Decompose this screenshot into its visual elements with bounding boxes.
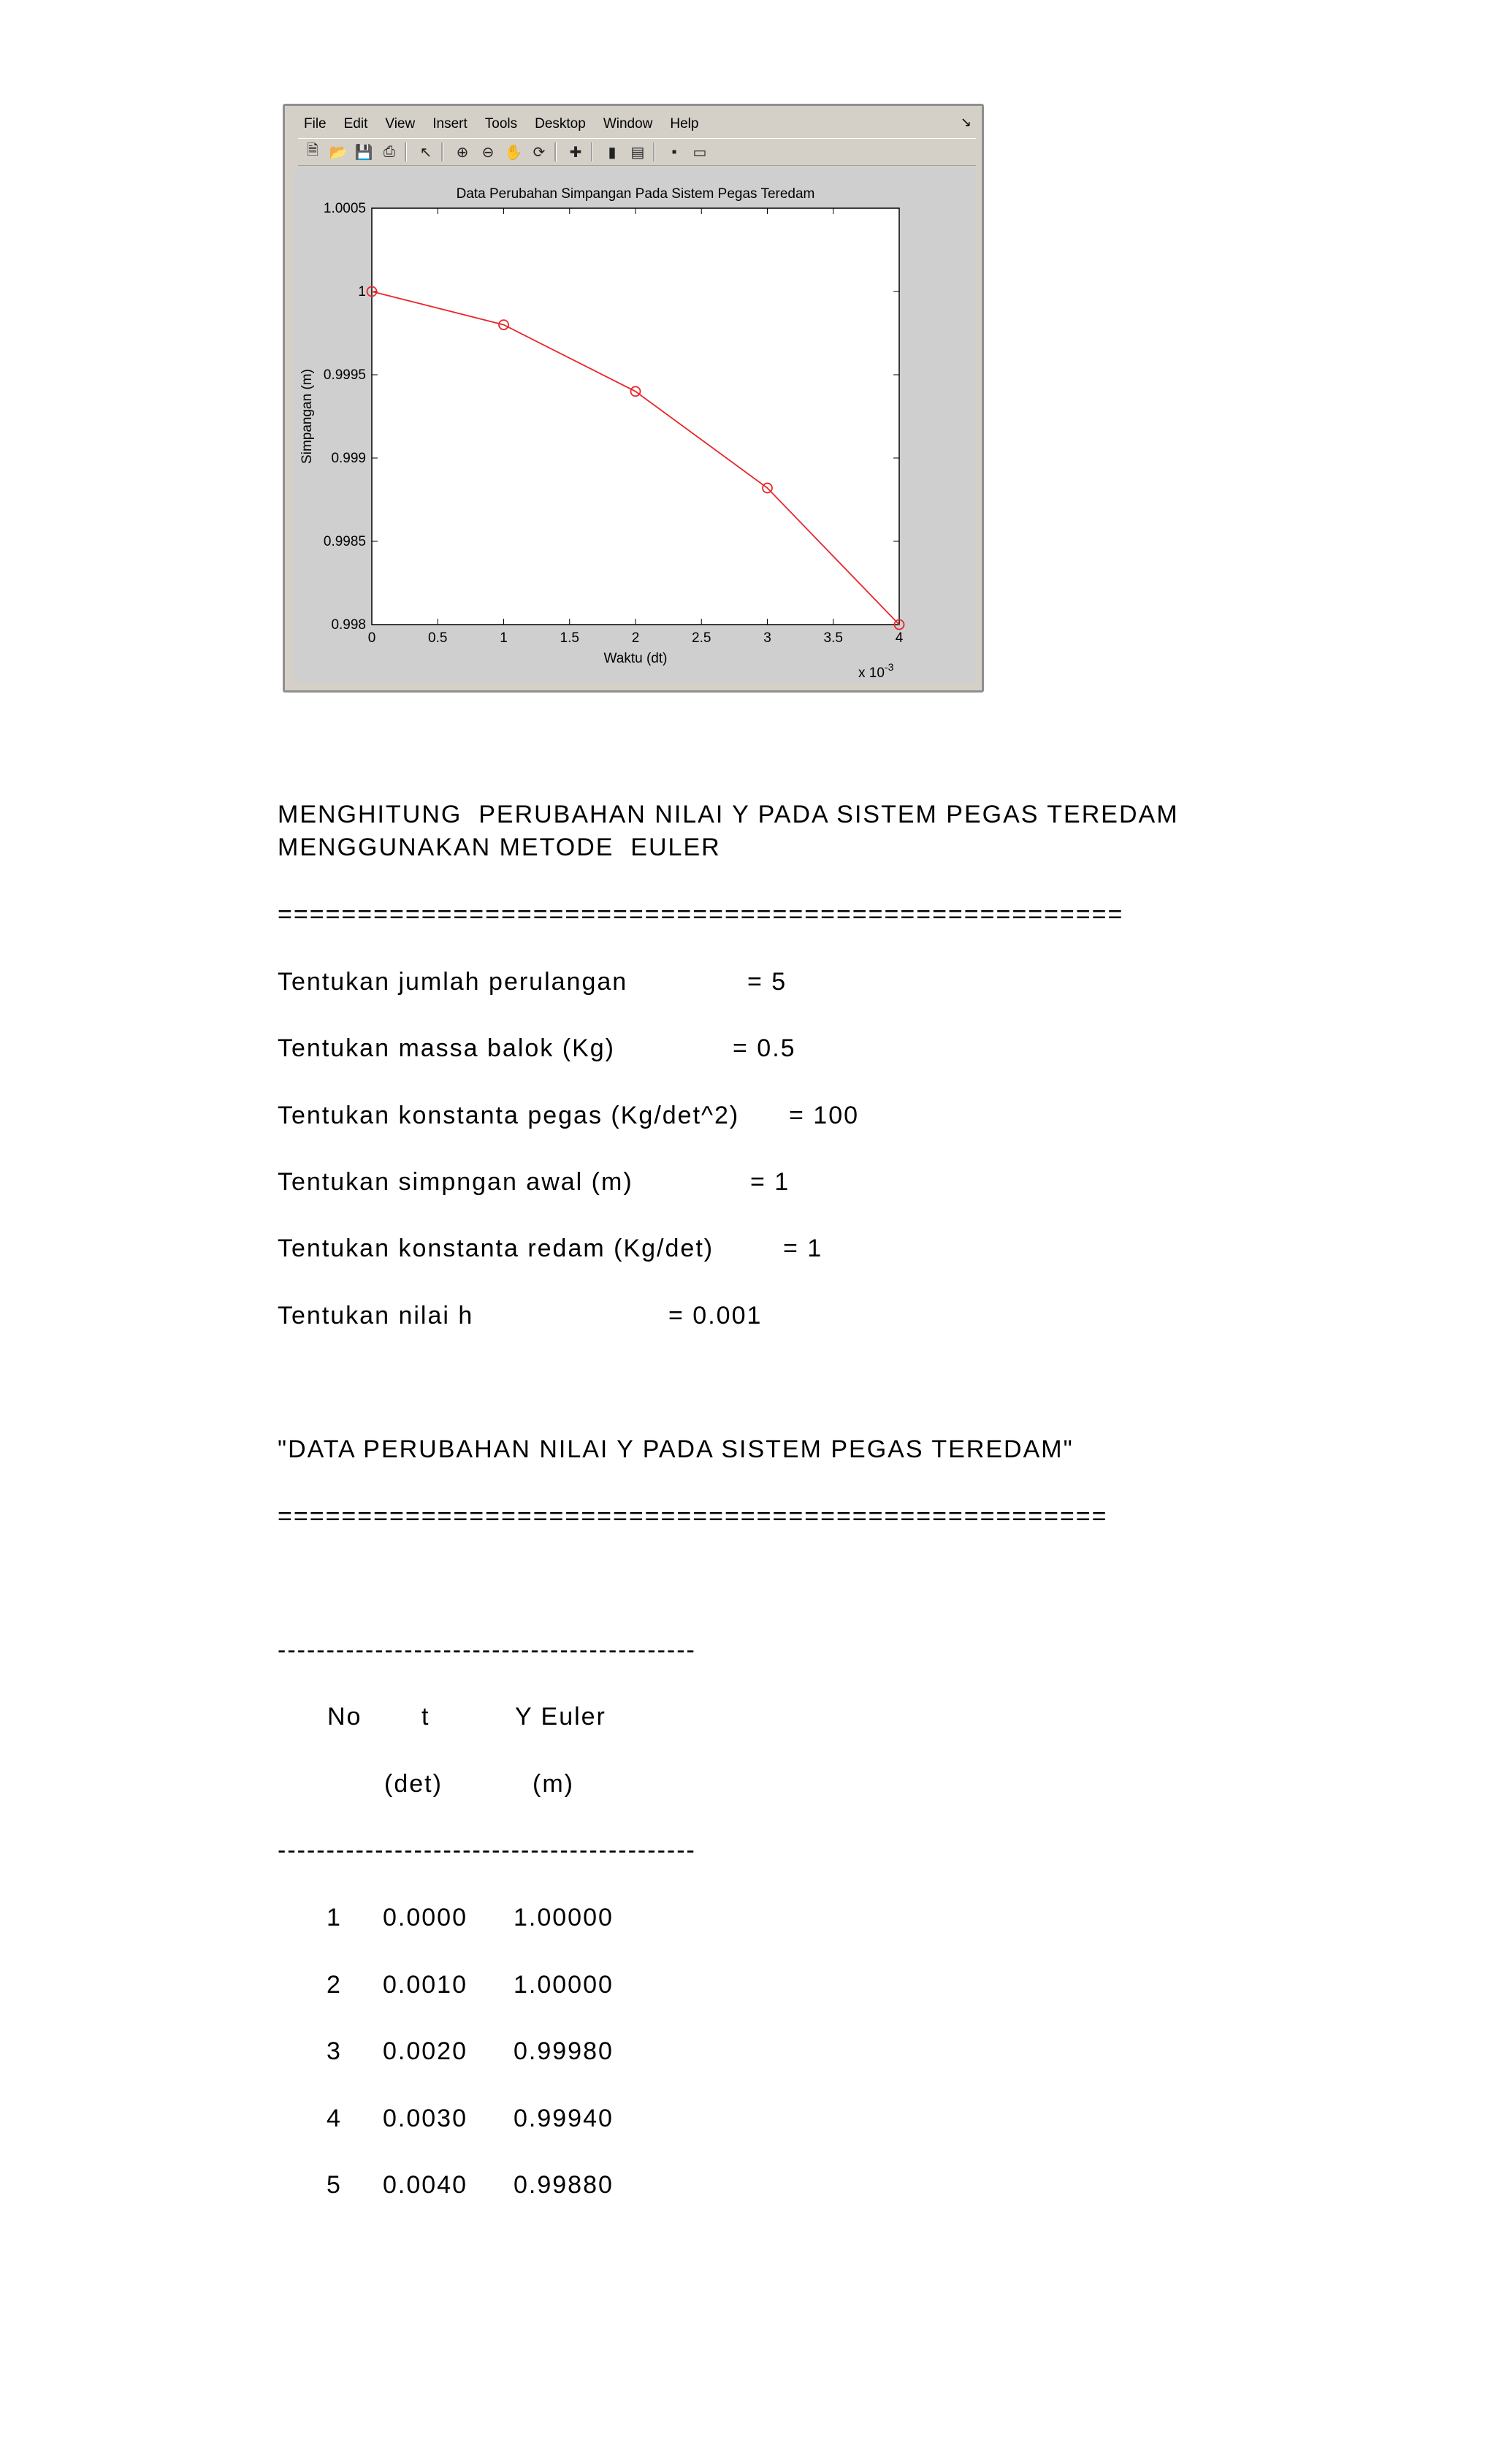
input-label-mass: Tentukan massa balok (Kg) (278, 1034, 615, 1062)
table-unit-y: (m) (533, 1770, 574, 1798)
toolbar-separator (441, 142, 443, 161)
input-label-step-size: Tentukan nilai h (278, 1302, 474, 1330)
row-no: 3 (327, 2037, 342, 2065)
row-no: 2 (327, 1971, 342, 1999)
table-header-no: No (327, 1703, 362, 1731)
row-t: 0.0030 (383, 2105, 468, 2132)
data-title: "DATA PERUBAHAN NILAI Y PADA SISTEM PEGAS TEREDAM" (278, 1435, 1074, 1463)
y-tick-label: 0.999 (331, 451, 366, 466)
data-cursor-icon[interactable]: ✚ (569, 144, 582, 161)
rotate-icon[interactable]: ⟳ (533, 144, 546, 161)
separator-line: ===================================================== (278, 901, 1124, 928)
menu-help[interactable]: Help (670, 116, 699, 131)
save-icon[interactable]: 💾 (354, 144, 373, 161)
x-axis-exponent-base: x 10 (858, 665, 885, 681)
row-t: 0.0020 (383, 2037, 468, 2065)
legend-icon[interactable]: ▤ (630, 144, 645, 161)
axes-box (372, 208, 899, 625)
input-label-spring-constant: Tentukan konstanta pegas (Kg/det^2) (278, 1102, 740, 1129)
heading-line-2: MENGGUNAKAN METODE EULER (278, 834, 721, 861)
figure-window (283, 104, 984, 693)
pan-icon[interactable]: ✋ (504, 144, 523, 161)
input-value-initial-displacement: = 1 (750, 1168, 790, 1196)
row-y: 1.00000 (514, 1904, 614, 1931)
x-axis-exponent (858, 661, 894, 681)
figure-area (294, 169, 976, 683)
table-dash-line-top: ------------------------------------------- (278, 1636, 696, 1664)
row-y: 0.99980 (514, 2037, 614, 2065)
menu-bar (298, 113, 976, 135)
toolbar-separator (591, 142, 593, 161)
menu-insert[interactable]: Insert (432, 116, 468, 131)
dock-arrow-icon[interactable]: ↘ (960, 115, 972, 129)
x-tick-label: 2 (631, 630, 640, 646)
row-y: 1.00000 (514, 1971, 614, 1999)
line-chart (294, 169, 976, 683)
x-tick-label: 1 (500, 630, 508, 646)
input-value-damping-constant: = 1 (783, 1235, 823, 1262)
x-tick-label: 0.5 (428, 630, 448, 646)
table-dash-line-bottom: ------------------------------------------- (278, 1836, 696, 1864)
x-tick-label: 4 (895, 630, 904, 646)
separator-line: ==================================================== (278, 1503, 1108, 1530)
menu-file[interactable]: File (304, 116, 327, 131)
heading-line-1: MENGHITUNG PERUBAHAN NILAI Y PADA SISTEM PEGAS TEREDAM (278, 801, 1179, 828)
print-icon[interactable]: ⎙ (383, 143, 395, 160)
menu-desktop[interactable]: Desktop (535, 116, 586, 131)
toolbar (298, 138, 976, 166)
input-value-mass: = 0.5 (733, 1034, 796, 1062)
input-value-loops: = 5 (747, 968, 787, 996)
open-file-icon[interactable]: 📂 (329, 144, 348, 161)
row-t: 0.0040 (383, 2171, 468, 2199)
y-tick-label: 1 (358, 284, 366, 300)
input-label-initial-displacement: Tentukan simpngan awal (m) (278, 1168, 633, 1196)
row-no: 4 (327, 2105, 342, 2132)
pointer-icon[interactable]: ↖ (419, 144, 432, 161)
input-value-spring-constant: = 100 (789, 1102, 860, 1129)
row-no: 5 (327, 2171, 342, 2199)
input-label-damping-constant: Tentukan konstanta redam (Kg/det) (278, 1235, 714, 1262)
colorbar-icon[interactable]: ▮ (608, 144, 617, 161)
row-y: 0.99940 (514, 2105, 614, 2132)
menu-edit[interactable]: Edit (343, 116, 368, 131)
x-axis-exponent-power: -3 (884, 661, 894, 673)
table-unit-t: (det) (384, 1770, 443, 1798)
x-tick-label: 3.5 (823, 630, 843, 646)
x-tick-label: 2.5 (692, 630, 711, 646)
x-tick-label: 3 (763, 630, 771, 646)
chart-title: Data Perubahan Simpangan Pada Sistem Pegas Teredam (456, 186, 815, 202)
y-axis-label: Simpangan (m) (299, 369, 315, 464)
y-tick-label: 0.9995 (323, 367, 366, 383)
table-header-y: Y Euler (515, 1703, 606, 1731)
menu-tools[interactable]: Tools (484, 116, 518, 131)
toolbar-separator (554, 142, 557, 161)
zoom-in-icon[interactable]: ⊕ (456, 144, 469, 161)
x-tick-label: 0 (367, 630, 376, 646)
toolbar-separator (653, 142, 655, 161)
toolbar-separator (405, 142, 407, 161)
menu-view[interactable]: View (385, 116, 416, 131)
input-value-step-size: = 0.001 (668, 1302, 763, 1330)
x-tick-label: 1.5 (560, 630, 579, 646)
row-t: 0.0010 (383, 1971, 468, 1999)
y-tick-label: 0.998 (331, 617, 366, 633)
zoom-out-icon[interactable]: ⊖ (481, 144, 495, 161)
x-axis-label: Waktu (dt) (603, 651, 668, 666)
row-y: 0.99880 (514, 2171, 614, 2199)
input-label-loops: Tentukan jumlah perulangan (278, 968, 628, 996)
row-t: 0.0000 (383, 1904, 468, 1931)
y-tick-label: 1.0005 (323, 201, 366, 216)
hide-plot-tools-icon[interactable]: ▪ (671, 143, 677, 160)
menu-window[interactable]: Window (603, 116, 653, 131)
y-tick-label: 0.9985 (323, 534, 366, 549)
row-no: 1 (327, 1904, 342, 1931)
table-header-t: t (421, 1703, 430, 1731)
new-figure-icon[interactable]: 🗎 (306, 142, 319, 159)
show-plot-tools-icon[interactable]: ▭ (692, 144, 707, 161)
